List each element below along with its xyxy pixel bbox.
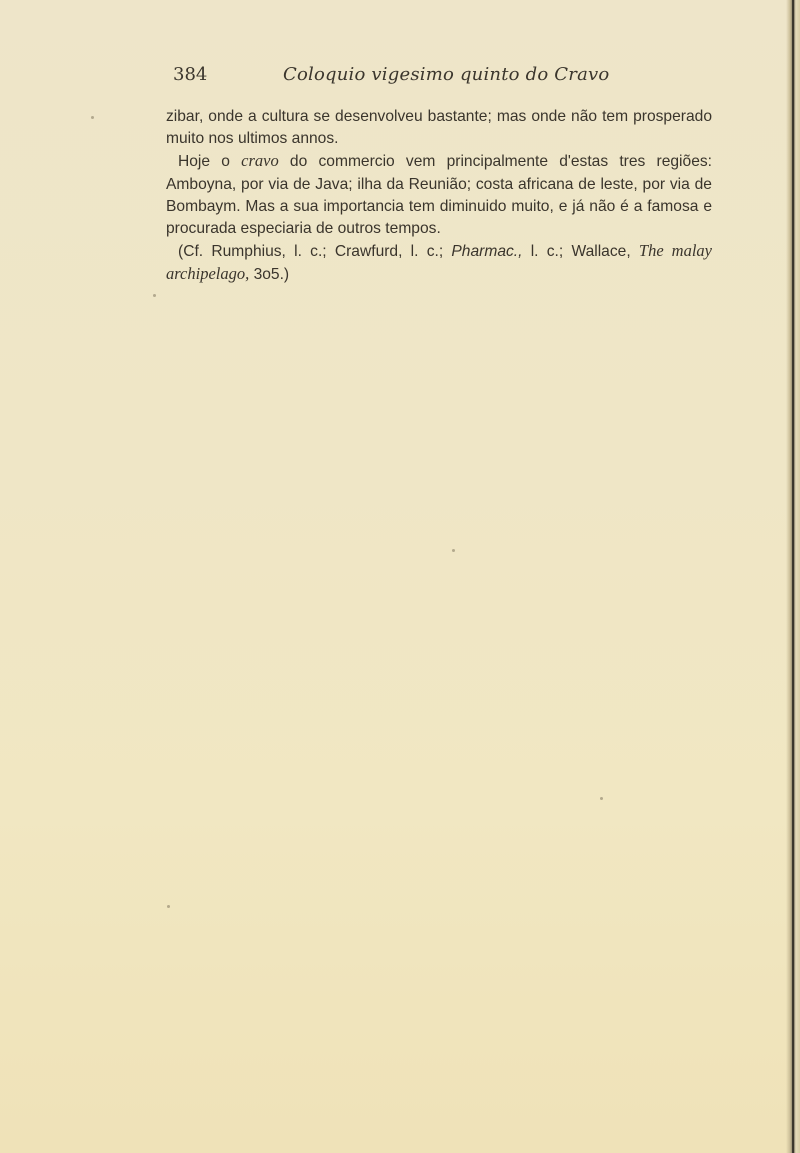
paper-speck bbox=[600, 797, 603, 800]
page-header bbox=[173, 64, 713, 94]
paragraph-1 bbox=[166, 106, 712, 150]
running-title: Coloquio vigesimo quinto do Cravo bbox=[283, 64, 610, 85]
citation-italic-title: The malay archipelago, bbox=[166, 241, 713, 284]
paper-speck bbox=[91, 116, 94, 119]
paragraph-2-italic-cravo: cravo bbox=[241, 151, 279, 171]
paper-speck bbox=[452, 549, 455, 552]
citation-italic-pharmac: Pharmac., bbox=[451, 243, 523, 261]
citation-text-start: (Cf. Rumphius, l. c.; Crawfurd, l. c.; bbox=[178, 243, 452, 261]
page-number: 384 bbox=[173, 64, 208, 85]
citation-text-end: 3o5.) bbox=[249, 266, 290, 284]
paragraph-1-text: zibar, onde a cultura se desenvolveu bastante; mas onde não tem prosperado muito nos ultimos annos. bbox=[166, 108, 712, 148]
paragraph-2 bbox=[166, 150, 712, 240]
page-binding-line bbox=[792, 0, 794, 1153]
paragraph-3-citation bbox=[166, 240, 712, 286]
paragraph-2-text-end: do commercio vem principalmente d'estas tres regiões: Amboyna, por via de Java; ilha da Reunião; costa africana de leste, por via de Bombaym. Mas a sua importancia tem diminuido muito, e já não é a famosa e procurada especiaria de outros tempos. bbox=[166, 153, 712, 238]
paper-speck bbox=[167, 905, 170, 908]
body-text bbox=[166, 106, 712, 287]
citation-text-middle: l. c.; Wallace, bbox=[522, 243, 639, 261]
paragraph-2-text-start: Hoje o bbox=[178, 153, 242, 171]
paper-speck bbox=[153, 294, 156, 297]
